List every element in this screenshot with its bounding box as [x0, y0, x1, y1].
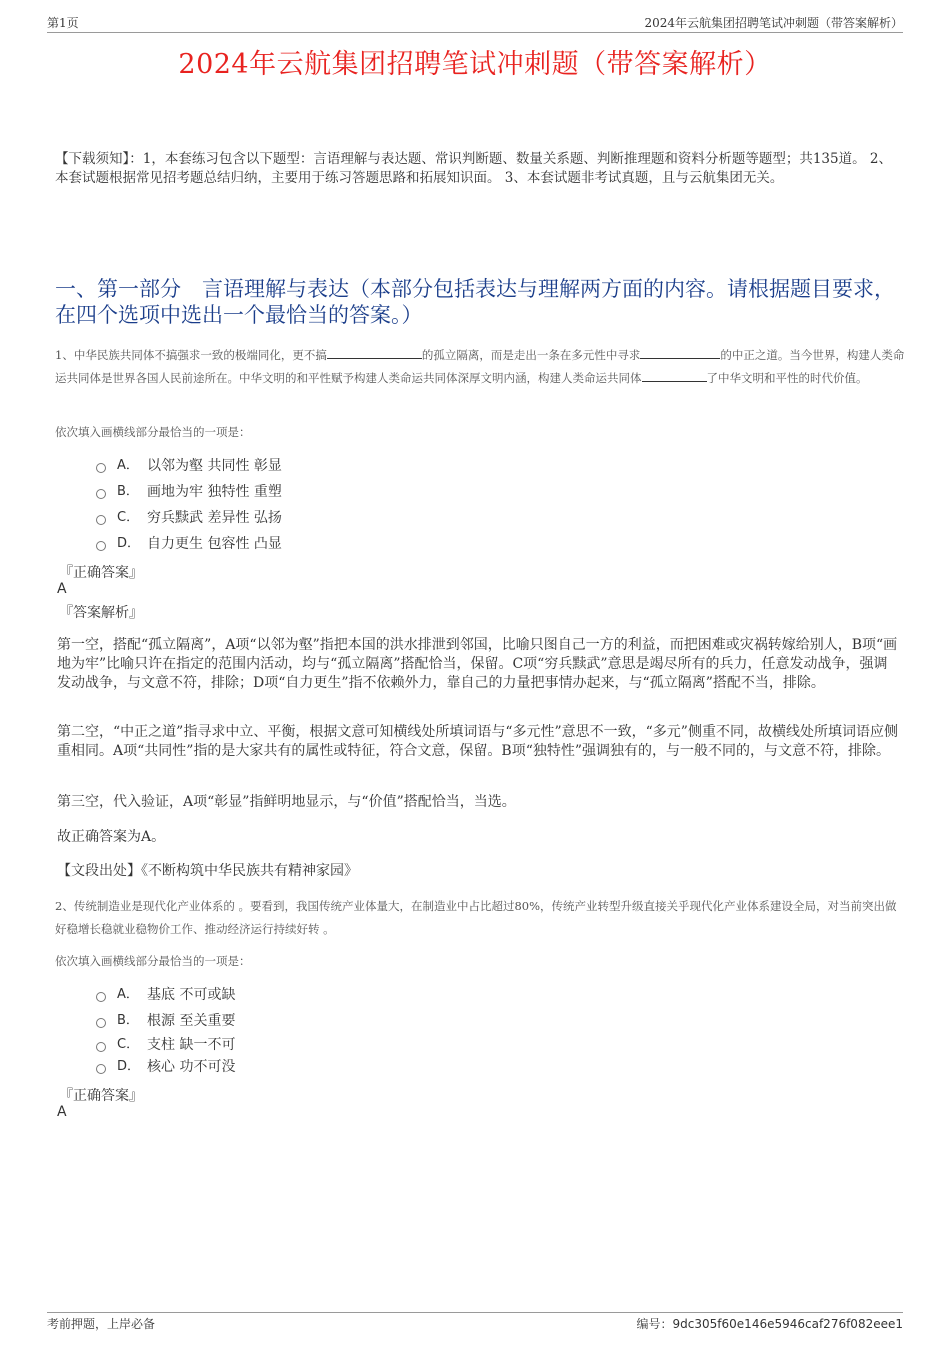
- option-c[interactable]: C． 支柱 缺一不可: [96, 1034, 235, 1056]
- correct-answer: A: [57, 581, 67, 597]
- option-d[interactable]: D． 核心 功不可没: [96, 1056, 235, 1078]
- radio-icon[interactable]: [96, 1042, 106, 1052]
- option-a[interactable]: A． 基底 不可或缺: [96, 982, 235, 1008]
- option-a[interactable]: A． 以邻为壑 共同性 彰显: [96, 453, 282, 479]
- analysis-paragraph-3: 第三空，代入验证，A项“彰显”指鲜明地显示，与“价值”搭配恰当，当选。: [57, 794, 516, 810]
- page-footer: [47, 1312, 903, 1331]
- analysis-label: 『答案解析』: [59, 605, 143, 621]
- radio-icon[interactable]: [96, 1018, 106, 1028]
- footer-slogan: 考前押题，上岸必备: [47, 1317, 156, 1331]
- radio-icon[interactable]: [96, 489, 106, 499]
- analysis-paragraph-2: 第二空，“中正之道”指寻求中立、平衡，根据文意可知横线处所填词语与“多元性”意思不一致，“多元”侧重不同，故横线处所填词语应侧重相同。A项“共同性”指的是大家共有的属性或特征，符合文意，保留。B项“独特性”强调独有的，与一般不同的，与文意不符，排除。: [57, 724, 898, 759]
- question-1-text: 1、中华民族共同体不搞强求一致的极端同化，更不搞 的孤立隔离，而是走出一条在多元性中寻求 的中正之道。当今世界，构建人类命运共同体是世界各国人民前途所在。中华文明的和平性赋予构建人类命运共同体深厚文明内涵，构建人类命运共同体 了中华文明和平性的时代价值。: [55, 348, 905, 385]
- source-citation: 【文段出处】《不断构筑中华民族共有精神家园》: [57, 863, 358, 879]
- correct-answer-label: 『正确答案』: [59, 1088, 143, 1104]
- question-2-text: 2、传统制造业是现代化产业体系的 。要看到，我国传统产业体量大，在制造业中占比超过80%，传统产业转型升级直接关乎现代化产业体系建设全局，对当前突出做好稳增长稳就业稳物价工作、推动经济运行持续好转 。: [55, 899, 897, 936]
- radio-icon[interactable]: [96, 463, 106, 473]
- question-1-prompt: 依次填入画横线部分最恰当的一项是：: [55, 425, 251, 439]
- question-2-prompt: 依次填入画横线部分最恰当的一项是：: [55, 954, 251, 968]
- correct-answer-label: 『正确答案』: [59, 565, 143, 581]
- radio-icon[interactable]: [96, 992, 106, 1002]
- fill-blank: [642, 369, 707, 382]
- option-b[interactable]: B． 画地为牢 独特性 重塑: [96, 479, 282, 505]
- option-d[interactable]: D． 自力更生 包容性 凸显: [96, 531, 282, 557]
- header-doc-name: 2024年云航集团招聘笔试冲刺题（带答案解析）: [644, 16, 903, 30]
- section-heading: 一、第一部分 言语理解与表达（本部分包括表达与理解两方面的内容。请根据题目要求，在四个选项中选出一个最恰当的答案。）: [55, 277, 895, 327]
- document-code: 编号：9dc305f60e146e5946caf276f082eee1: [636, 1317, 903, 1331]
- radio-icon[interactable]: [96, 515, 106, 525]
- radio-icon[interactable]: [96, 541, 106, 551]
- document-title: 2024年云航集团招聘笔试冲刺题（带答案解析）: [178, 49, 772, 80]
- fill-blank: [327, 346, 422, 359]
- question-2-options: [96, 982, 235, 1078]
- analysis-paragraph-1: 第一空，搭配“孤立隔离”，A项“以邻为壑”指把本国的洪水排泄到邻国，比喻只图自己一方的利益，而把困难或灾祸转嫁给别人，B项“画地为牢”比喻只许在指定的范围内活动，均与“孤立隔离”搭配恰当，保留。C项“穷兵黩武”意思是竭尽所有的兵力，任意发动战争，强调发动战争，与文意不符，排除；D项“自力更生”指不依赖外力，靠自己的力量把事情办起来，与“孤立隔离”搭配不当，排除。: [57, 637, 898, 691]
- download-notice: 【下载须知】：1，本套练习包含以下题型：言语理解与表达题、常识判断题、数量关系题、判断推理题和资料分析题等题型；共135道。 2、本套试题根据常见招考题总结归纳，主要用于练习答题思路和拓展知识面。 3、本套试题非考试真题，且与云航集团无关。: [55, 151, 892, 186]
- radio-icon[interactable]: [96, 1064, 106, 1074]
- option-b[interactable]: B． 根源 至关重要: [96, 1008, 235, 1034]
- option-c[interactable]: C． 穷兵黩武 差异性 弘扬: [96, 505, 282, 531]
- correct-answer: A: [57, 1104, 67, 1120]
- page-header: [47, 14, 903, 33]
- page-number: 第1页: [47, 16, 79, 30]
- fill-blank: [640, 346, 720, 359]
- analysis-conclusion: 故正确答案为A。: [57, 829, 166, 845]
- question-1-options: [96, 453, 282, 557]
